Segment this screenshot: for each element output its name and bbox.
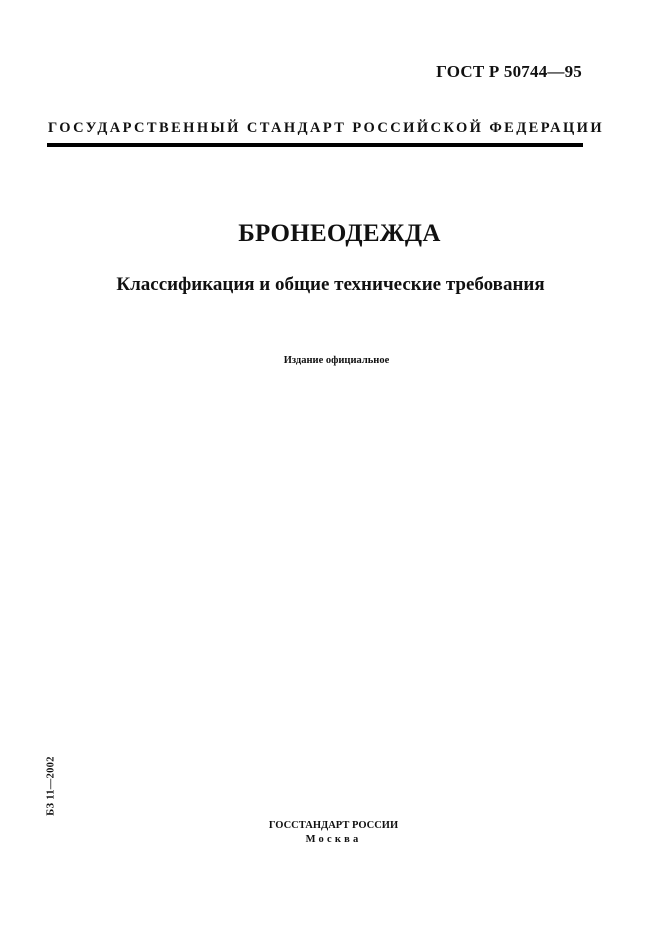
document-subtitle: Классификация и общие технические требования <box>116 274 545 295</box>
publication-city: Москва <box>305 834 362 845</box>
publisher: ГОССТАНДАРТ РОССИИ <box>268 820 399 831</box>
state-standard-heading: ГОСУДАРСТВЕННЫЙ СТАНДАРТ РОССИЙСКОЙ ФЕДЕРАЦИИ <box>48 120 605 136</box>
standard-number: ГОСТ Р 50744—95 <box>436 62 582 81</box>
heading-rule <box>47 143 583 147</box>
document-title: БРОНЕОДЕЖДА <box>238 220 441 247</box>
edition-note: Издание официальное <box>283 355 390 366</box>
margin-code: БЗ 11—2002 <box>45 756 57 816</box>
